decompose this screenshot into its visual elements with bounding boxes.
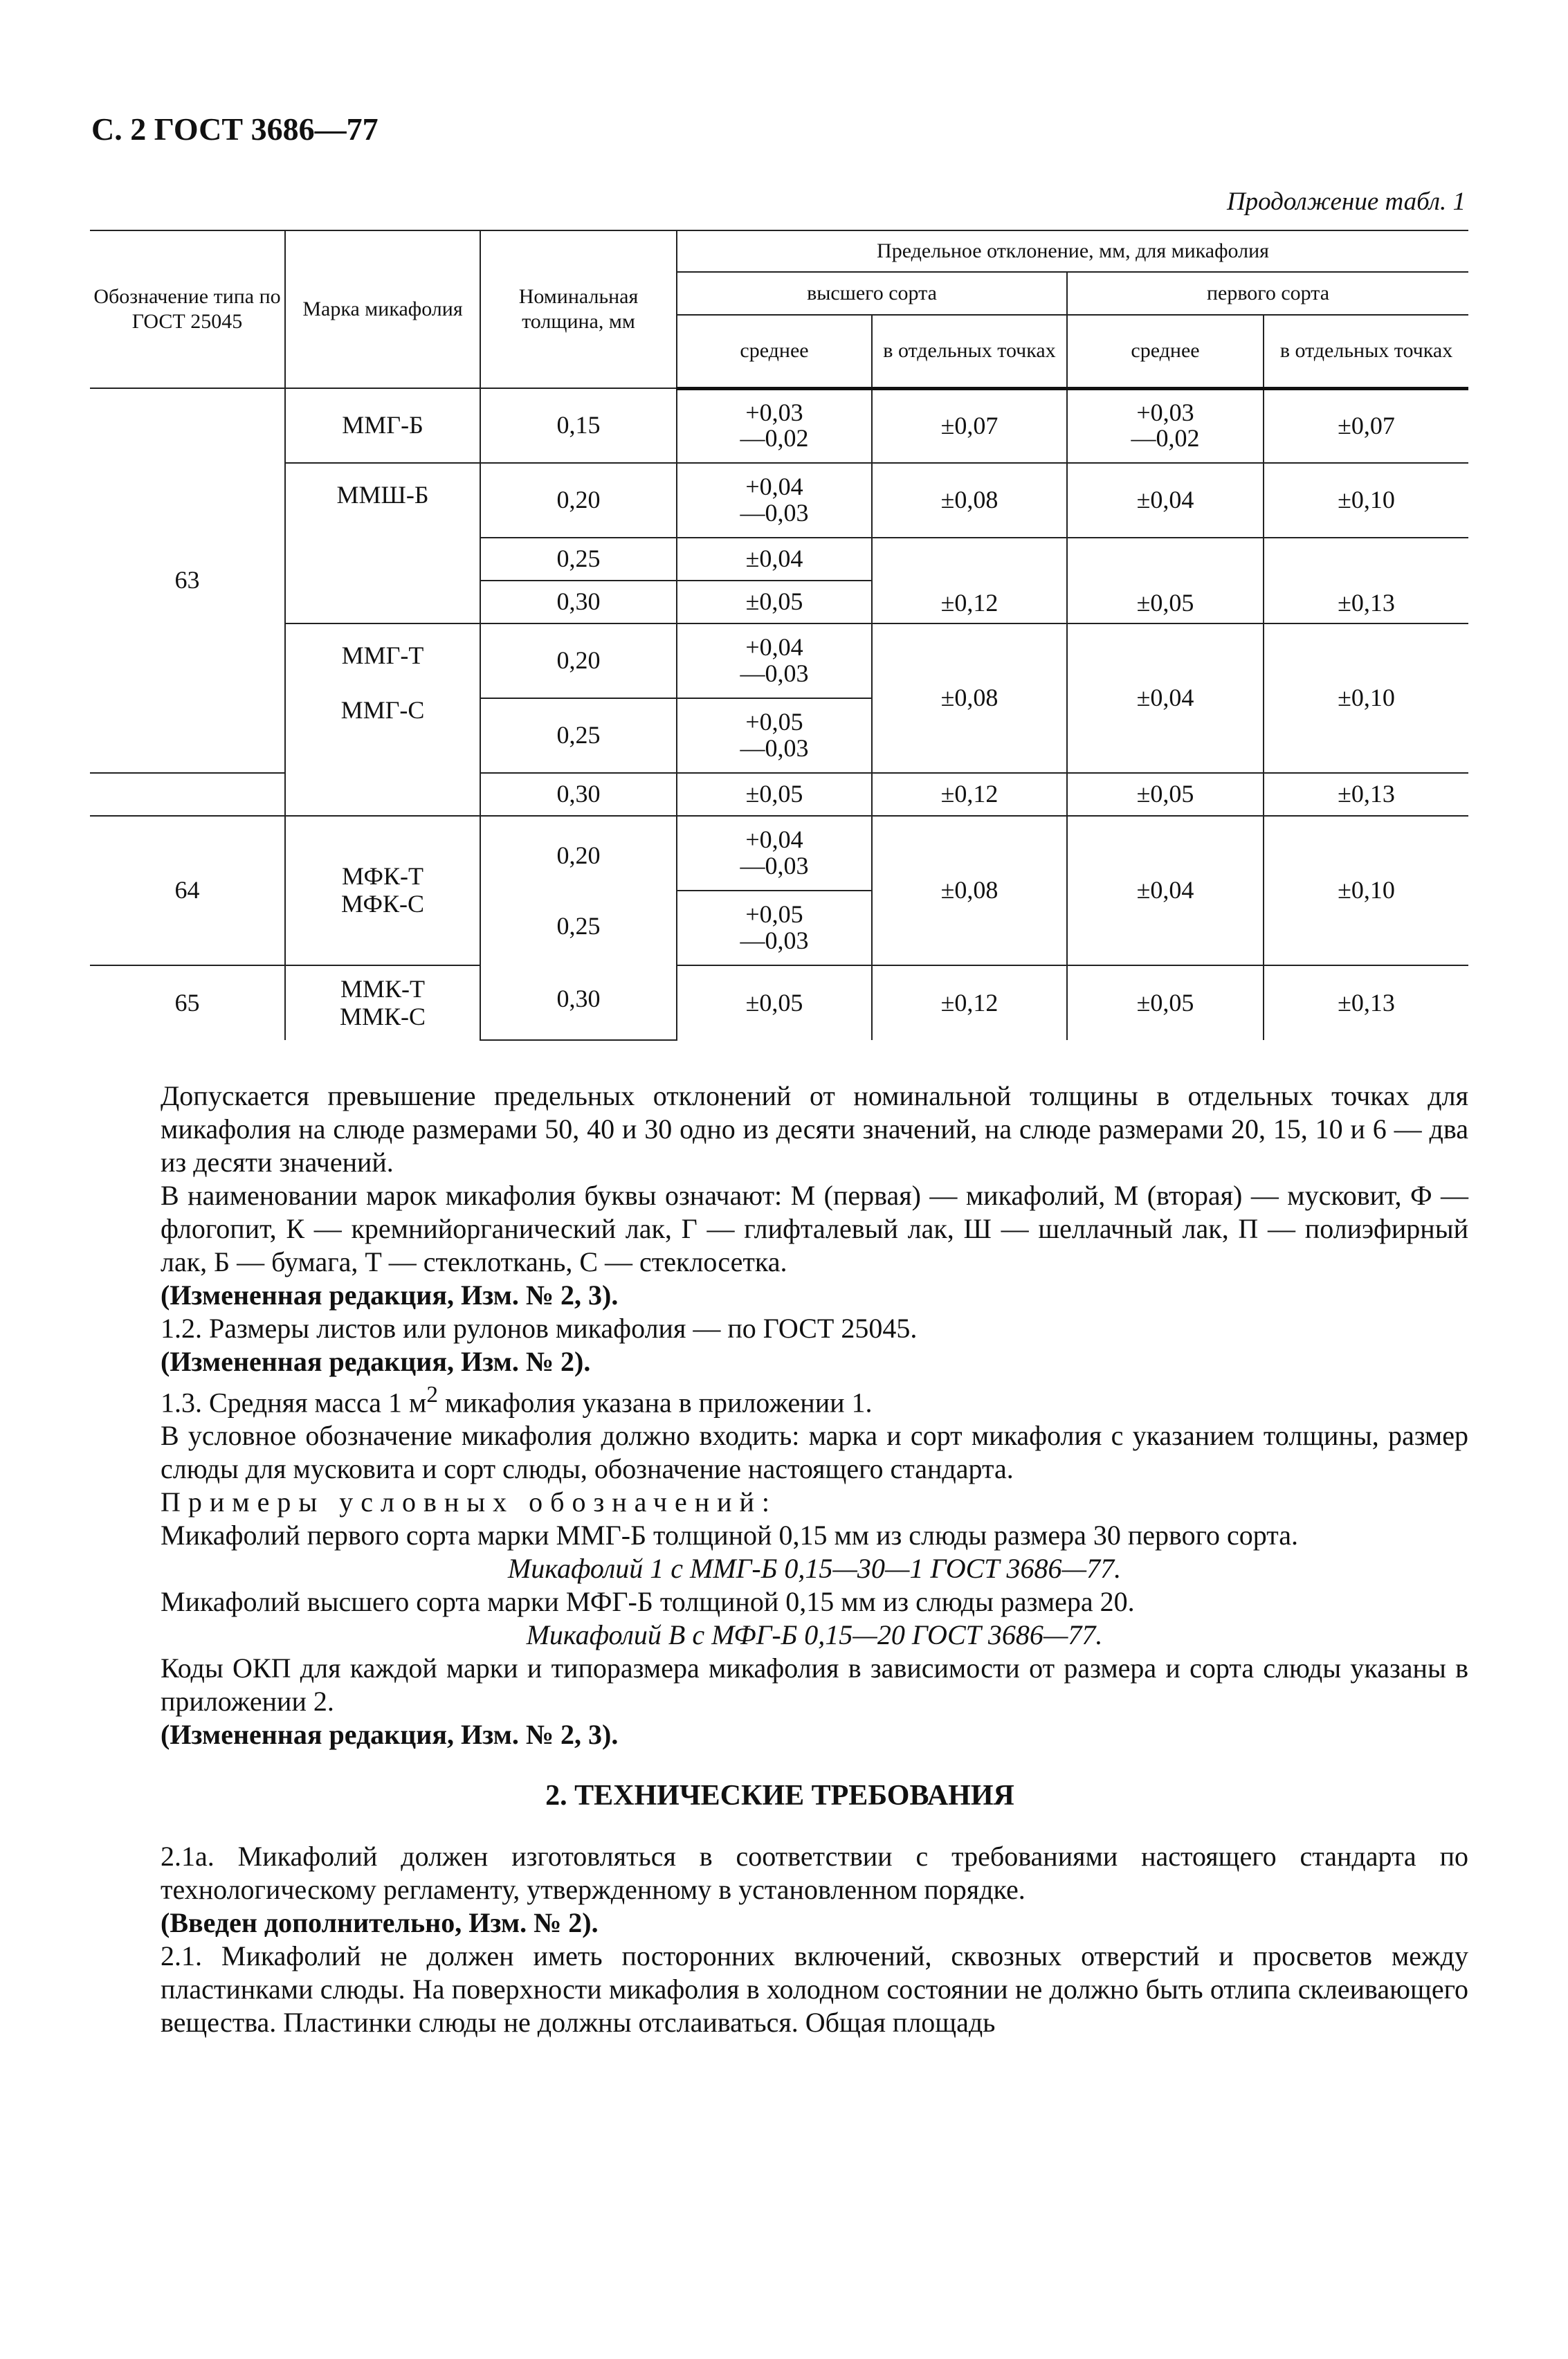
paragraph: Допускается превышение предельных отклонений от номинальной толщины в отдельных точках для микафолия на слюде размерами 50, 40 и 30 одно из десяти значений, на слюде размерами 20, 15, 10 и 6 — два из десяти значений. xyxy=(161,1080,1468,1178)
deviation-cell: ±0,13 xyxy=(1264,538,1468,623)
deviation-cell: ±0,07 xyxy=(872,388,1067,463)
deviation-cell: ±0,10 xyxy=(1264,623,1468,773)
body-text xyxy=(161,1080,1468,2039)
designation-example: Микафолий 1 с ММГ-Б 0,15—30—1 ГОСТ 3686—77. xyxy=(507,1553,1122,1585)
header-points: в отдельных точках xyxy=(1264,315,1468,388)
deviation-cell: ±0,08 xyxy=(872,623,1067,773)
section-heading: 2. ТЕХНИЧЕСКИЕ ТРЕБОВАНИЯ xyxy=(545,1780,1014,1812)
header-mark: Марка микафолия xyxy=(285,230,480,388)
thickness-deviation-table xyxy=(90,230,1468,1041)
deviation-cell: ±0,04 xyxy=(1067,816,1264,965)
deviation-cell: ±0,08 xyxy=(872,463,1067,538)
mark-cell: ММГ-Т ММГ-С xyxy=(285,623,480,816)
paragraph: 2.1. Микафолий не должен иметь посторонних включений, сквозных отверстий и просветов между пластинками слюды. На поверхности микафолия в холодном состоянии не должно быть отлипа склеивающего вещества. Пластинки слюды не должны отслаиваться. Общая площадь xyxy=(161,1940,1468,2039)
paragraph: 1.2. Размеры листов или рулонов микафолия — по ГОСТ 25045. xyxy=(161,1313,918,1344)
header-average: среднее xyxy=(677,315,872,388)
deviation-cell: +0,05 —0,03 xyxy=(677,891,872,965)
deviation-cell: ±0,07 xyxy=(1264,388,1468,463)
type-cell: 64 xyxy=(90,816,285,965)
header-type: Обозначение типа по ГОСТ 25045 xyxy=(90,230,285,388)
header-thickness: Номинальная толщина, мм xyxy=(480,230,677,388)
mark-cell: ММШ-Б xyxy=(285,463,480,623)
paragraph: В наименовании марок микафолия буквы означают: М (первая) — микафолий, М (вторая) — мусковит, Ф — флогопит, К — кремнийорганический лак, Г — глифталевый лак, Ш — шеллачный лак, П — полиэфирный лак, Б — бумага, Т — стеклоткань, С — стеклосетка. xyxy=(161,1180,1468,1277)
deviation-cell: ±0,05 xyxy=(677,581,872,623)
deviation-cell: +0,03 —0,02 xyxy=(1067,388,1264,463)
deviation-cell: ±0,04 xyxy=(1067,623,1264,773)
thickness-cell: 0,25 xyxy=(480,698,677,773)
deviation-cell: ±0,13 xyxy=(1264,965,1468,1040)
deviation-cell: ±0,05 xyxy=(1067,965,1264,1040)
mark-cell: ММК-Т ММК-С xyxy=(285,965,480,1040)
thickness-cell: 0,20 xyxy=(480,463,677,538)
running-head: С. 2 ГОСТ 3686—77 xyxy=(91,111,379,147)
deviation-cell: ±0,04 xyxy=(677,538,872,581)
header-deviation: Предельное отклонение, мм, для микафолия xyxy=(677,230,1468,272)
deviation-cell: ±0,13 xyxy=(1264,773,1468,816)
header-points: в отдельных точках xyxy=(872,315,1067,388)
deviation-cell: +0,04 —0,03 xyxy=(677,463,872,538)
examples-heading: Примеры условных обозначений: xyxy=(161,1486,778,1518)
mark-cell: ММГ-Б xyxy=(285,388,480,463)
amendment-note: (Измененная редакция, Изм. № 2). xyxy=(161,1346,591,1377)
deviation-cell: ±0,05 xyxy=(677,773,872,816)
thickness-cell: 0,15 xyxy=(480,388,677,463)
deviation-cell: ±0,12 xyxy=(872,965,1067,1040)
deviation-cell: +0,04 —0,03 xyxy=(677,623,872,698)
deviation-cell: ±0,04 xyxy=(1067,463,1264,538)
header-first-grade: первого сорта xyxy=(1067,272,1468,315)
deviation-cell: ±0,05 xyxy=(677,965,872,1040)
mark-cell: МФК-Т МФК-С xyxy=(285,816,480,965)
type-cell: 63 xyxy=(90,388,285,773)
type-cell-continued xyxy=(90,773,285,816)
header-top-grade: высшего сорта xyxy=(677,272,1067,315)
deviation-cell: ±0,10 xyxy=(1264,463,1468,538)
deviation-cell: +0,05 —0,03 xyxy=(677,698,872,773)
deviation-cell: ±0,08 xyxy=(872,816,1067,965)
deviation-cell: ±0,12 xyxy=(872,538,1067,623)
paragraph: Микафолий первого сорта марки ММГ-Б толщиной 0,15 мм из слюды размера 30 первого сорта. xyxy=(161,1520,1299,1551)
paragraph: 1.3. Средняя масса 1 $м^2$ микафолия указана в приложении 1. xyxy=(161,1382,873,1419)
deviation-cell: +0,04 —0,03 xyxy=(677,816,872,891)
paragraph: Коды ОКП для каждой марки и типоразмера микафолия в зависимости от размера и сорта слюды указаны в приложении 2. xyxy=(161,1652,1468,1718)
deviation-cell: +0,03 —0,02 xyxy=(677,388,872,463)
thickness-cell: 0,20 0,25 0,30 xyxy=(480,816,677,1040)
type-cell: 65 xyxy=(90,965,285,1040)
thickness-cell: 0,30 xyxy=(480,581,677,623)
deviation-cell: ±0,05 xyxy=(1067,538,1264,623)
deviation-cell: ±0,05 xyxy=(1067,773,1264,816)
amendment-note: (Измененная редакция, Изм. № 2, 3). xyxy=(161,1279,619,1311)
table-caption: Продолжение табл. 1 xyxy=(1226,188,1466,216)
thickness-cell: 0,30 xyxy=(480,773,677,816)
thickness-cell: 0,25 xyxy=(480,538,677,581)
deviation-cell: ±0,12 xyxy=(872,773,1067,816)
paragraph: 2.1а. Микафолий должен изготовляться в соответствии с требованиями настоящего стандарта по технологическому регламенту, утвержденному в установленном порядке. xyxy=(161,1841,1468,1906)
paragraph: Микафолий высшего сорта марки МФГ-Б толщиной 0,15 мм из слюды размера 20. xyxy=(161,1586,1135,1618)
deviation-cell: ±0,10 xyxy=(1264,816,1468,965)
paragraph: В условное обозначение микафолия должно входить: марка и сорт микафолия с указанием толщины, размер слюды для мусковита и сорт слюды, обозначение настоящего стандарта. xyxy=(161,1420,1468,1485)
amendment-note: (Измененная редакция, Изм. № 2, 3). xyxy=(161,1719,619,1751)
thickness-cell: 0,20 xyxy=(480,623,677,698)
designation-example: Микафолий В с МФГ-Б 0,15—20 ГОСТ 3686—77. xyxy=(526,1619,1103,1651)
header-average: среднее xyxy=(1067,315,1264,388)
amendment-note: (Введен дополнительно, Изм. № 2). xyxy=(161,1907,599,1939)
